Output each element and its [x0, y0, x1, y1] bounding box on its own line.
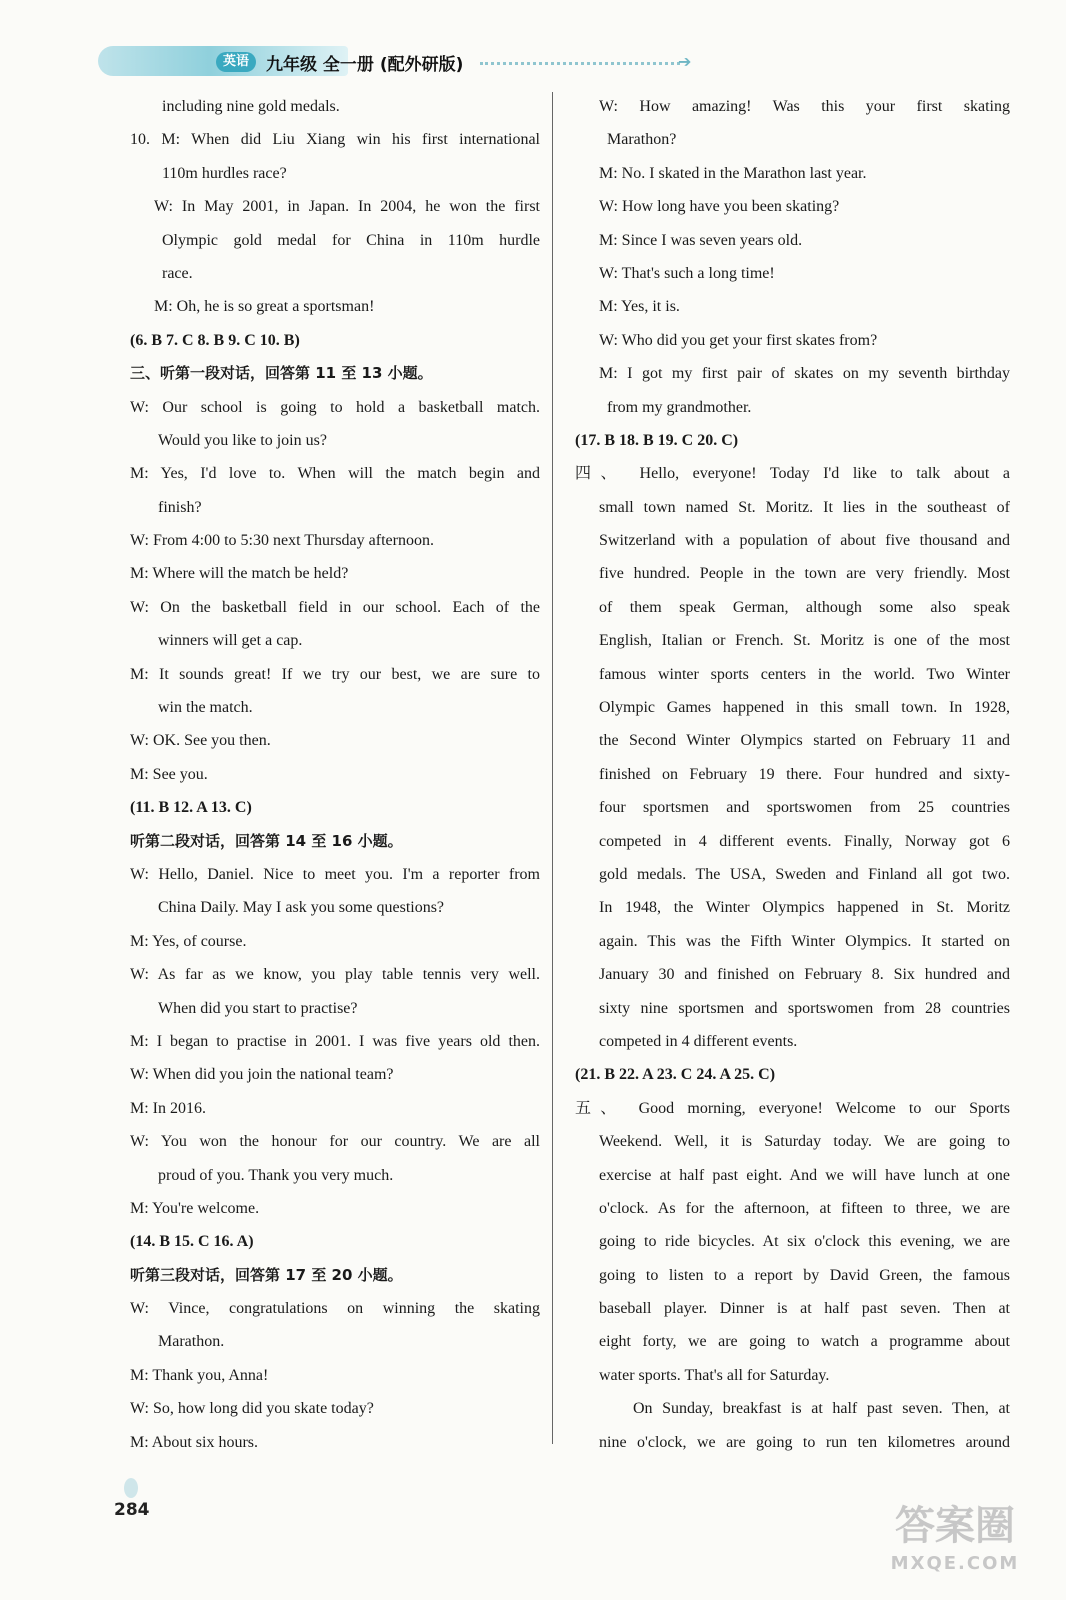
right-text-line: English, Italian or French. St. Moritz is one of the most	[599, 632, 1010, 650]
left-text-line: W: OK. See you then.	[130, 732, 271, 750]
right-text-line: Switzerland with a population of about five thousand and	[599, 532, 1010, 550]
left-text-line: W: You won the honour for our country. We are all	[130, 1133, 540, 1151]
right-text-line: W: How amazing! Was this your first skating	[599, 98, 1010, 115]
left-text-line: 听第二段对话，回答第 14 至 16 小题。	[130, 831, 403, 850]
left-text-line: M: Where will the match be held?	[130, 565, 349, 583]
right-text-line: In 1948, the Winter Olympics happened in St. Moritz	[599, 899, 1010, 917]
left-text-line: 110m hurdles race?	[162, 164, 287, 182]
left-text-line: winners will get a cap.	[158, 632, 303, 650]
right-text-line: finished on February 19 there. Four hundred and sixty-	[599, 765, 1010, 783]
left-column	[130, 90, 540, 1459]
right-text-line: again. This was the Fifth Winter Olympics. It started on	[599, 932, 1010, 950]
right-column	[575, 90, 1010, 1459]
left-text-line: (6. B 7. C 8. B 9. C 10. B)	[130, 331, 300, 349]
right-text-line: competed in 4 different events. Finally, Norway got 6	[599, 832, 1010, 850]
left-text-line: (14. B 15. C 16. A)	[130, 1233, 254, 1251]
left-text-line: M: About six hours.	[130, 1433, 259, 1451]
arrow-right-icon: ➔	[678, 52, 692, 71]
leaf-icon	[124, 1478, 138, 1498]
left-text-line: W: From 4:00 to 5:30 next Thursday afternoon.	[130, 532, 434, 550]
left-text-line: M: I began to practise in 2001. I was five years old then.	[130, 1032, 540, 1050]
watermark	[870, 1500, 1040, 1590]
page-header	[98, 40, 698, 76]
book-title: 九年级 全一册 (配外研版)	[266, 55, 464, 75]
right-text-line: going to ride bicycles. At six o'clock this evening, we are	[599, 1233, 1010, 1251]
right-text-line: from my grandmother.	[607, 398, 752, 416]
left-text-line: M: See you.	[130, 765, 208, 783]
left-text-line: China Daily. May I ask you some questions?	[158, 899, 445, 917]
left-text-line: W: Vince, congratulations on winning the skating	[130, 1300, 540, 1318]
left-text-line: W: Hello, Daniel. Nice to meet you. I'm a reporter from	[130, 865, 540, 883]
right-text-line: competed in 4 different events.	[599, 1032, 798, 1050]
right-text-line: W: How long have you been skating?	[599, 198, 840, 216]
left-text-line: race.	[162, 264, 193, 282]
page-number: 284	[114, 1500, 150, 1520]
left-text-line: win the match.	[158, 699, 253, 717]
right-text-line: the Second Winter Olympics started on February 11 and	[599, 732, 1010, 750]
left-text-line: Marathon.	[158, 1333, 225, 1351]
right-text-line: Marathon?	[607, 131, 677, 149]
right-text-line: On Sunday, breakfast is at half past seven. Then, at	[633, 1400, 1010, 1418]
right-text-line: of them speak German, although some also speak	[599, 598, 1010, 616]
left-text-line: W: So, how long did you skate today?	[130, 1400, 374, 1418]
right-text-line: M: Yes, it is.	[599, 298, 680, 316]
right-text-line: going to listen to a report by David Green, the famous	[599, 1266, 1010, 1284]
right-text-line: water sports. That's all for Saturday.	[599, 1366, 830, 1384]
left-text-line: W: On the basketball field in our school. Each of the	[130, 598, 540, 616]
right-text-line: exercise at half past eight. And we will have lunch at one	[599, 1166, 1010, 1184]
left-text-line: W: Our school is going to hold a basketball match.	[130, 398, 540, 416]
left-text-line: (11. B 12. A 13. C)	[130, 799, 252, 817]
left-text-line: M: It sounds great! If we try our best, we are sure to	[130, 665, 540, 683]
right-text-line: five hundred. People in the town are very friendly. Most	[599, 565, 1010, 583]
right-text-line: eight forty, we are going to watch a programme about	[599, 1333, 1010, 1351]
right-text-line: small town named St. Moritz. It lies in the southeast of	[599, 498, 1010, 516]
left-text-line: M: In 2016.	[130, 1099, 206, 1117]
subject-badge: 英语	[216, 52, 256, 72]
right-text-line: (17. B 18. B 19. C 20. C)	[575, 431, 739, 449]
left-text-line: proud of you. Thank you very much.	[158, 1166, 394, 1184]
right-text-line: January 30 and finished on February 8. Six hundred and	[599, 966, 1010, 984]
left-text-line: M: Oh, he is so great a sportsman!	[154, 298, 375, 316]
right-text-line: nine o'clock, we are going to run ten kilometres around	[599, 1433, 1010, 1451]
right-text-line: W: That's such a long time!	[599, 264, 775, 282]
left-text-line: 10. M: When did Liu Xiang win his first international	[130, 131, 540, 149]
left-text-line: W: As far as we know, you play table tennis very well.	[130, 966, 540, 984]
right-text-line: M: I got my first pair of skates on my seventh birthday	[599, 365, 1010, 383]
right-text-line: M: No. I skated in the Marathon last year.	[599, 164, 867, 182]
right-text-line: gold medals. The USA, Sweden and Finland all got two.	[599, 865, 1010, 883]
right-text-line: sixty nine sportsmen and sportswomen from 28 countries	[599, 999, 1010, 1017]
left-text-line: M: Yes, of course.	[130, 932, 247, 950]
watermark-logo-text: 答案圈	[895, 1503, 1015, 1549]
left-text-line: Olympic gold medal for China in 110m hurdle	[162, 231, 540, 249]
right-text-line: (21. B 22. A 23. C 24. A 25. C)	[575, 1066, 776, 1084]
left-text-line: including nine gold medals.	[162, 98, 340, 115]
left-text-line: M: You're welcome.	[130, 1199, 260, 1217]
left-text-line: 三、听第一段对话，回答第 11 至 13 小题。	[130, 364, 433, 383]
right-text-line: Olympic Games happened in this small town. In 1928,	[599, 699, 1010, 717]
column-divider	[552, 92, 553, 1444]
left-text-line: Would you like to join us?	[158, 431, 327, 449]
right-text-line: M: Since I was seven years old.	[599, 231, 803, 249]
left-text-line: M: Thank you, Anna!	[130, 1366, 269, 1384]
left-text-line: When did you start to practise?	[158, 999, 358, 1017]
right-text-line: famous winter sports centers in the world. Two Winter	[599, 665, 1010, 683]
right-text-line: 四、 Hello, everyone! Today I'd like to talk about a	[575, 465, 1010, 483]
left-text-line: finish?	[158, 498, 202, 516]
header-dotted-line	[480, 62, 680, 65]
right-text-line: four sportsmen and sportswomen from 25 countries	[599, 799, 1010, 817]
right-text-line: W: Who did you get your first skates from?	[599, 331, 878, 349]
right-text-line: baseball player. Dinner is at half past seven. Then at	[599, 1300, 1010, 1318]
left-text-line: W: In May 2001, in Japan. In 2004, he won the first	[154, 198, 540, 216]
watermark-url: MXQE.COM	[890, 1553, 1020, 1574]
right-text-line: 五、 Good morning, everyone! Welcome to our Sports	[575, 1099, 1010, 1117]
right-text-line: o'clock. As for the afternoon, at fifteen to three, we are	[599, 1199, 1010, 1217]
left-text-line: W: When did you join the national team?	[130, 1066, 394, 1084]
left-text-line: M: Yes, I'd love to. When will the match begin and	[130, 465, 540, 483]
left-text-line: 听第三段对话，回答第 17 至 20 小题。	[130, 1265, 403, 1284]
right-text-line: Weekend. Well, it is Saturday today. We are going to	[599, 1133, 1010, 1151]
